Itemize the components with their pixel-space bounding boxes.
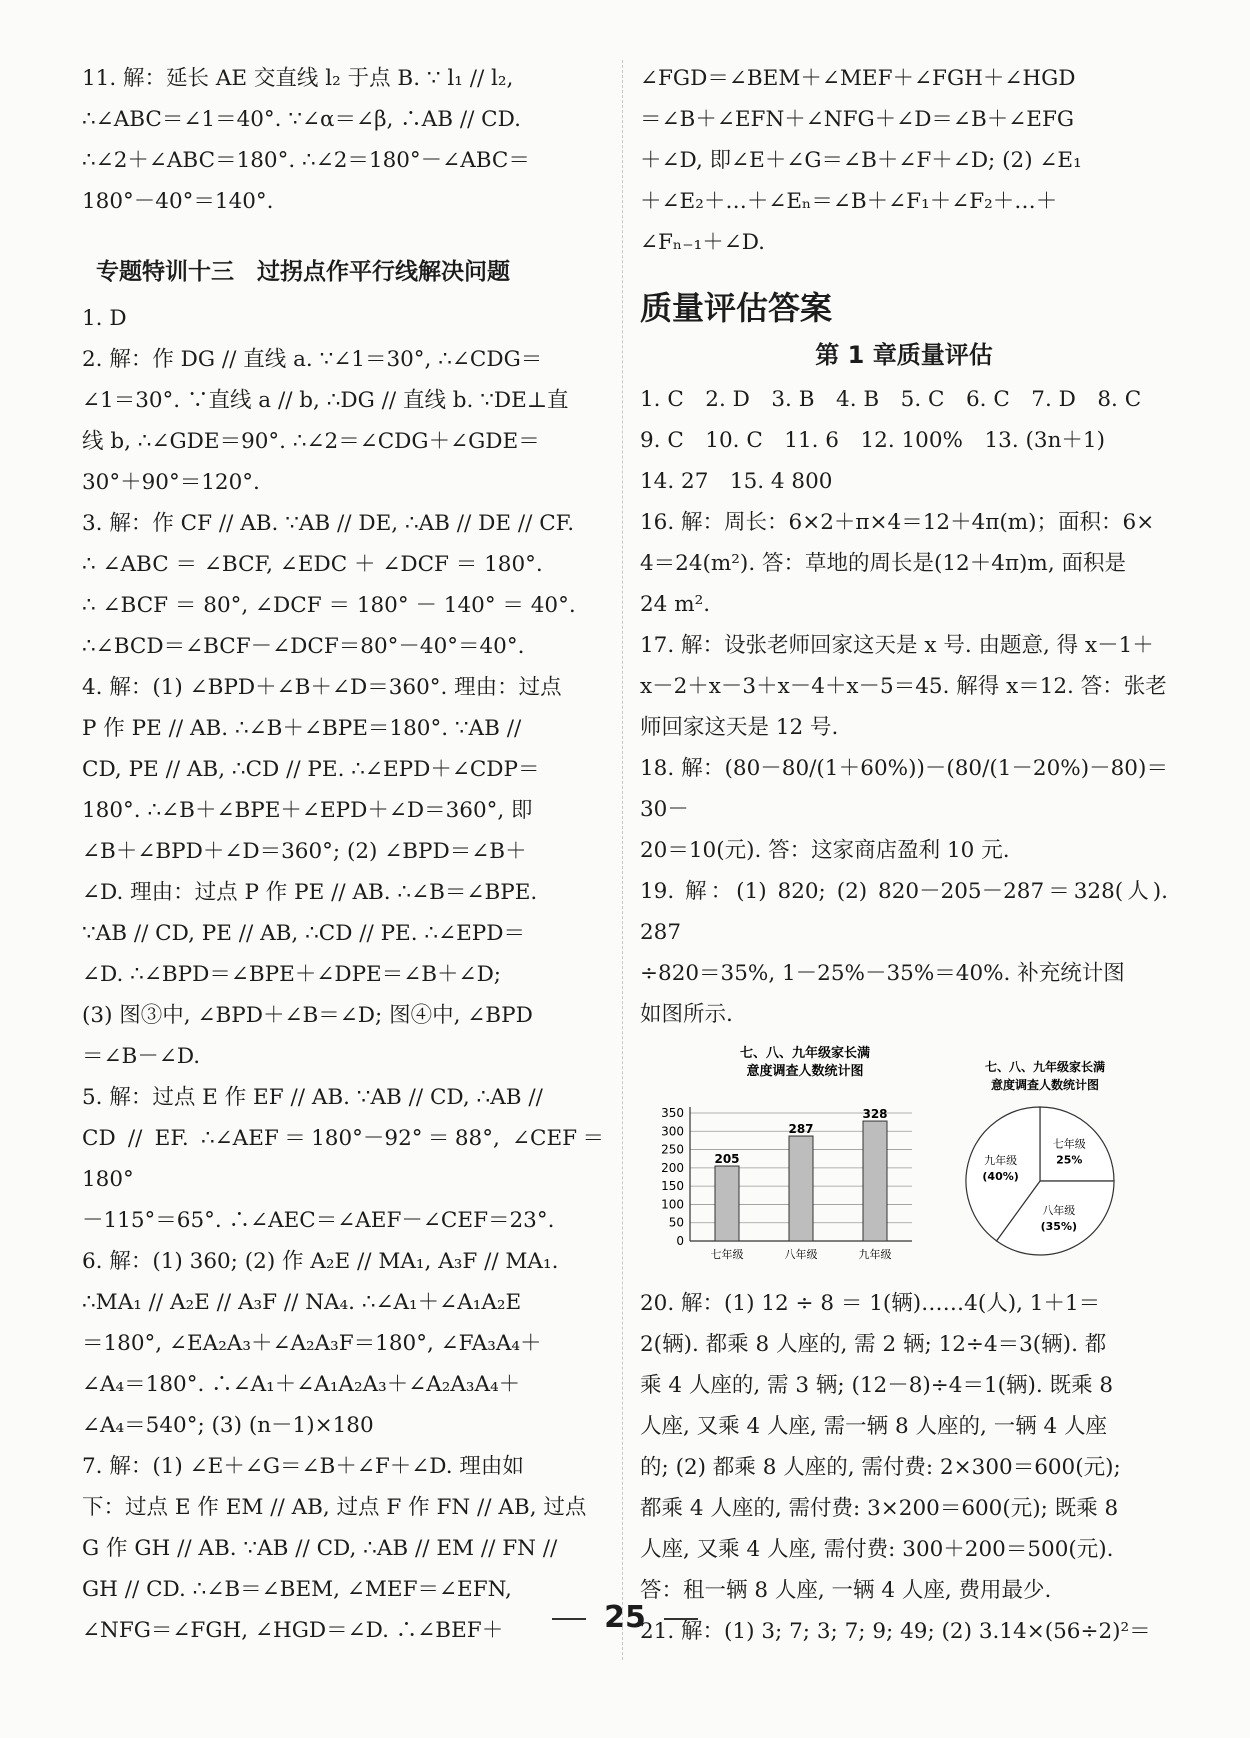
text-line: 19. 解：(1) 820; (2) 820－205－287＝328(人). 287 (640, 879, 1168, 945)
pie-chart (940, 1041, 1160, 1281)
text-line: ＋∠D, 即∠E＋∠G＝∠B＋∠F＋∠D; (2) ∠E₁ (640, 148, 1082, 173)
text-line: GH // CD. ∴∠B＝∠BEM, ∠MEF＝∠EFN, (82, 1577, 512, 1602)
y-tick-label: 350 (661, 1106, 684, 1120)
text-line: 6. 解：(1) 360; (2) 作 A₂E // MA₁, A₃F // MA₁. (82, 1249, 559, 1274)
text-line: 师回家这天是 12 号. (640, 715, 839, 740)
text-line: 30°＋90°＝120°. (82, 470, 260, 495)
pie-percent-label: (40%) (982, 1170, 1019, 1184)
text-line: 人座, 又乘 4 人座, 需一辆 8 人座的, 一辆 4 人座 (640, 1414, 1108, 1439)
text-line: 都乘 4 人座的, 需付费: 3×200＝600(元); 既乘 8 (640, 1496, 1119, 1521)
bar (863, 1121, 887, 1241)
text-line: ∴∠2＋∠ABC＝180°. ∴∠2＝180°－∠ABC＝ (82, 148, 530, 173)
text-line: 3. 解：作 CF // AB. ∵AB // DE, ∴AB // DE // CF. (82, 511, 575, 536)
text-line: 1. D (82, 306, 127, 331)
text-line: 答：租一辆 8 人座, 一辆 4 人座, 费用最少. (640, 1578, 1052, 1603)
text-line: 16. 解：周长：6×2＋π×4＝12＋4π(m)；面积：6× (640, 510, 1155, 535)
column-divider (622, 60, 623, 1660)
text-line: 2. 解：作 DG // 直线 a. ∵∠1＝30°, ∴∠CDG＝ (82, 347, 543, 372)
text-line: 180°－40°＝140°. (82, 189, 274, 214)
y-tick-label: 50 (668, 1215, 684, 1230)
chart-title: 七、八、九年级家长满 (739, 1046, 871, 1061)
section-heading: 专题特训十三 过拐点作平行线解决问题 (96, 259, 510, 285)
text-line: －115°＝65°. ∴∠AEC＝∠AEF－∠CEF＝23°. (82, 1208, 555, 1233)
text-line: ＝∠B＋∠EFN＋∠NFG＋∠D＝∠B＋∠EFG (640, 107, 1075, 132)
text-line: 180°. ∴∠B＋∠BPE＋∠EPD＋∠D＝360°, 即 (82, 798, 533, 823)
text-line: ∠NFG＝∠FGH, ∠HGD＝∠D. ∴∠BEF＋ (82, 1618, 504, 1643)
text-line: 14. 27 15. 4 800 (640, 469, 833, 494)
text-line: 17. 解：设张老师回家这天是 x 号. 由题意, 得 x－1＋ (640, 633, 1154, 658)
y-tick-label: 150 (661, 1179, 684, 1194)
text-line: ∴∠BCD＝∠BCF－∠DCF＝80°－40°＝40°. (82, 634, 525, 659)
statistics-figure (640, 1041, 1168, 1281)
x-tick-label: 八年级 (784, 1248, 818, 1261)
y-tick-label: 0 (676, 1234, 684, 1248)
pie-label: 九年级 (984, 1154, 1018, 1168)
text-line: ∠1＝30°. ∵直线 a // b, ∴DG // 直线 b. ∵DE⊥直 (82, 388, 569, 413)
bar-chart (640, 1041, 930, 1281)
text-line: x－2＋x－3＋x－4＋x－5＝45. 解得 x＝12. 答：张老 (640, 674, 1167, 699)
answer-continuation (640, 58, 1168, 263)
chapter-title: 第 1 章质量评估 (815, 341, 993, 369)
text-line: 20. 解：(1) 12 ÷ 8 ＝ 1(辆)……4(人), 1＋1＝ (640, 1291, 1101, 1316)
pie-label: 七年级 (1052, 1137, 1086, 1151)
text-line: ÷820＝35%, 1－25%－35%＝40%. 补充统计图 (640, 961, 1125, 986)
text-line: G 作 GH // AB. ∵AB // CD, ∴AB // EM // FN // (82, 1536, 558, 1561)
x-tick-label: 七年级 (710, 1248, 744, 1261)
text-line: 线 b, ∴∠GDE＝90°. ∴∠2＝∠CDG＋∠GDE＝ (82, 429, 540, 454)
pie-percent-label: 25% (1056, 1153, 1083, 1167)
chart-title: 意度调查人数统计图 (746, 1064, 864, 1079)
text-line: 人座, 又乘 4 人座, 需付费: 300＋200＝500(元). (640, 1537, 1114, 1562)
page-number-text: 25 (604, 1600, 646, 1635)
text-line: ＋∠E₂＋…＋∠Eₙ＝∠B＋∠F₁＋∠F₂＋…＋ (640, 189, 1058, 214)
text-line: CD // EF. ∴∠AEF＝180°－92°＝88°, ∠CEF＝180° (82, 1126, 604, 1192)
text-line: 4＝24(m²). 答：草地的周长是(12＋4π)m, 面积是 (640, 551, 1126, 576)
text-line: 7. 解：(1) ∠E＋∠G＝∠B＋∠F＋∠D. 理由如 (82, 1454, 524, 1479)
text-line: 5. 解：过点 E 作 EF // AB. ∵AB // CD, ∴AB // (82, 1085, 543, 1110)
y-tick-label: 100 (661, 1197, 684, 1212)
text-line: ∠D. ∴∠BPD＝∠BPE＋∠DPE＝∠B＋∠D; (82, 962, 502, 987)
y-tick-label: 300 (661, 1124, 684, 1139)
text-line: 18. 解：(80－80/(1＋60%))－(80/(1－20%)－80)＝30－ (640, 756, 1168, 822)
text-line: 的; (2) 都乘 8 人座的, 需付费: 2×300＝600(元); (640, 1455, 1121, 1480)
text-line: 4. 解：(1) ∠BPD＋∠B＋∠D＝360°. 理由：过点 (82, 675, 562, 700)
text-line: 9. C 10. C 11. 6 12. 100% 13. (3n＋1) (640, 428, 1105, 453)
left-column (82, 58, 604, 1651)
answer-q11 (82, 58, 604, 222)
text-line: ∠A₄＝180°. ∴∠A₁＋∠A₁A₂A₃＋∠A₂A₃A₄＋ (82, 1372, 521, 1397)
text-line: CD, PE // AB, ∴CD // PE. ∴∠EPD＋∠CDP＝ (82, 757, 540, 782)
text-line: ∵AB // CD, PE // AB, ∴CD // PE. ∴∠EPD＝ (82, 921, 526, 946)
text-line: 20＝10(元). 答：这家商店盈利 10 元. (640, 838, 1010, 863)
text-line: 24 m². (640, 592, 711, 617)
rule-left (552, 1618, 586, 1620)
text-line: 21. 解：(1) 3; 7; 3; 7; 9; 49; (2) 3.14×(56÷2)²＝ (640, 1619, 1151, 1644)
y-tick-label: 200 (661, 1160, 684, 1175)
chart-title: 七、八、九年级家长满 (984, 1060, 1106, 1074)
answer-list (82, 298, 604, 1651)
text-line: P 作 PE // AB. ∴∠B＋∠BPE＝180°. ∵AB // (82, 716, 522, 741)
section-title: 质量评估答案 (640, 289, 833, 327)
rule-right (664, 1618, 698, 1620)
pie-percent-label: (35%) (1040, 1219, 1078, 1233)
text-line: ∠B＋∠BPD＋∠D＝360°; (2) ∠BPD＝∠B＋ (82, 839, 527, 864)
text-line: ∠A₄＝540°; (3) (n－1)×180 (82, 1413, 374, 1438)
right-column (640, 58, 1168, 1652)
text-line: ∠Fₙ₋₁＋∠D. (640, 230, 766, 255)
text-line: ∠FGD＝∠BEM＋∠MEF＋∠FGH＋∠HGD (640, 66, 1076, 91)
x-tick-label: 九年级 (858, 1248, 892, 1261)
answer-list (640, 1283, 1168, 1652)
text-line: ∴MA₁ // A₂E // A₃F // NA₄. ∴∠A₁＋∠A₁A₂E (82, 1290, 522, 1315)
text-line: ＝180°, ∠EA₂A₃＋∠A₂A₃F＝180°, ∠FA₃A₄＋ (82, 1331, 542, 1356)
text-line: 如图所示. (640, 1002, 733, 1027)
bar (715, 1166, 739, 1241)
text-line: ＝∠B－∠D. (82, 1044, 201, 1069)
bar-value-label: 205 (714, 1152, 740, 1167)
answer-list (640, 379, 1168, 1035)
text-line: 11. 解：延长 AE 交直线 l₂ 于点 B. ∵ l₁ // l₂, (82, 66, 514, 91)
y-tick-label: 250 (661, 1142, 684, 1157)
text-line: ∴ ∠BCF ＝ 80°, ∠DCF ＝ 180° － 140° ＝ 40°. (82, 593, 576, 618)
text-line: 下：过点 E 作 EM // AB, 过点 F 作 FN // AB, 过点 (82, 1495, 587, 1520)
text-line: 1. C 2. D 3. B 4. B 5. C 6. C 7. D 8. C (640, 387, 1142, 412)
text-line: ∴ ∠ABC ＝ ∠BCF, ∠EDC ＋ ∠DCF ＝ 180°. (82, 552, 543, 577)
text-line: (3) 图③中, ∠BPD＋∠B＝∠D; 图④中, ∠BPD (82, 1003, 533, 1028)
bar (789, 1136, 813, 1241)
text-line: 乘 4 人座的, 需 3 辆; (12－8)÷4＝1(辆). 既乘 8 (640, 1373, 1114, 1398)
text-line: ∠D. 理由：过点 P 作 PE // AB. ∴∠B＝∠BPE. (82, 880, 538, 905)
bar-value-label: 328 (862, 1107, 888, 1122)
text-line: 2(辆). 都乘 8 人座的, 需 2 辆; 12÷4＝3(辆). 都 (640, 1332, 1107, 1357)
chart-title: 意度调查人数统计图 (990, 1078, 1100, 1092)
text-line: ∴∠ABC＝∠1＝40°. ∵∠α＝∠β, ∴AB // CD. (82, 107, 521, 132)
bar-value-label: 287 (788, 1122, 814, 1137)
page-number (0, 1600, 1250, 1635)
pie-label: 八年级 (1042, 1203, 1076, 1217)
